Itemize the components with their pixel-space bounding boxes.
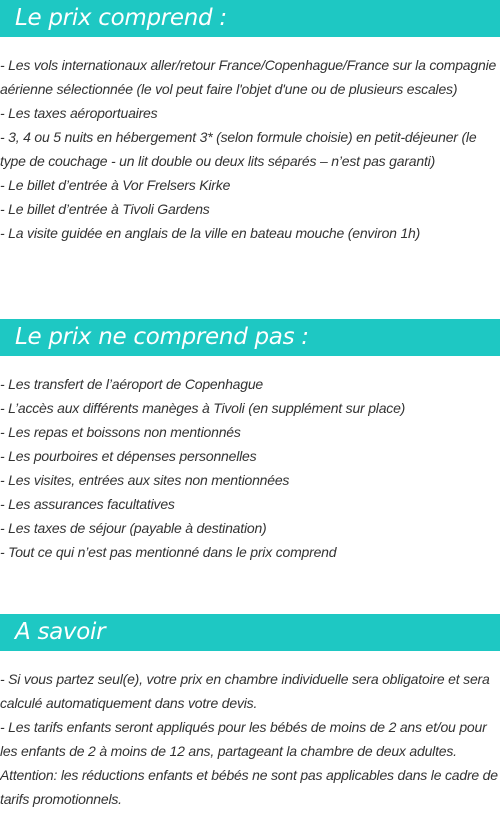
list-item: - Tout ce qui n’est pas mentionné dans le prix comprend	[0, 544, 337, 560]
excluded-list	[0, 372, 500, 564]
list-item: - Les tarifs enfants seront appliqués pour les bébés de moins de 2 ans et/ou pour les enfants de 2 à moins de 12 ans, partageant la chambre de deux adultes. Attention: les réductions enfants et bébés ne sont pas applicables dans le cadre de tarifs promotionnels.	[0, 719, 498, 807]
section-title-to-know: A savoir	[15, 619, 106, 645]
list-item: - Le billet d’entrée à Tivoli Gardens	[0, 201, 210, 217]
list-item: - L’accès aux différents manèges à Tivoli (en supplément sur place)	[0, 400, 406, 416]
list-item: - Les visites, entrées aux sites non mentionnées	[0, 472, 290, 488]
list-item: - Les assurances facultatives	[0, 496, 175, 512]
list-item: - La visite guidée en anglais de la ville en bateau mouche (environ 1h)	[0, 225, 421, 241]
section-title-included: Le prix comprend :	[15, 5, 227, 31]
included-list	[0, 53, 500, 245]
list-item: - Les repas et boissons non mentionnés	[0, 424, 241, 440]
list-item: - Les pourboires et dépenses personnelles	[0, 448, 257, 464]
list-item: - Le billet d’entrée à Vor Frelsers Kirke	[0, 177, 231, 193]
to-know-list	[0, 667, 500, 811]
list-item: - Les vols internationaux aller/retour France/Copenhague/France sur la compagnie aérienne sélectionnée (le vol peut faire l'objet d'une ou de plusieurs escales)	[0, 57, 497, 97]
list-item: - Les taxes de séjour (payable à destination)	[0, 520, 267, 536]
list-item: - Si vous partez seul(e), votre prix en chambre individuelle sera obligatoire et sera calculé automatiquement dans votre devis.	[0, 671, 490, 711]
section-header-excluded	[0, 319, 500, 356]
section-header-to-know	[0, 614, 500, 651]
list-item: - 3, 4 ou 5 nuits en hébergement 3* (selon formule choisie) en petit-déjeuner (le type de couchage - un lit double ou deux lits séparés – n’est pas garanti)	[0, 129, 477, 169]
list-item: - Les taxes aéroportuaires	[0, 105, 158, 121]
section-header-included	[0, 0, 500, 37]
section-title-excluded: Le prix ne comprend pas :	[15, 324, 309, 350]
list-item: - Les transfert de l’aéroport de Copenhague	[0, 376, 264, 392]
